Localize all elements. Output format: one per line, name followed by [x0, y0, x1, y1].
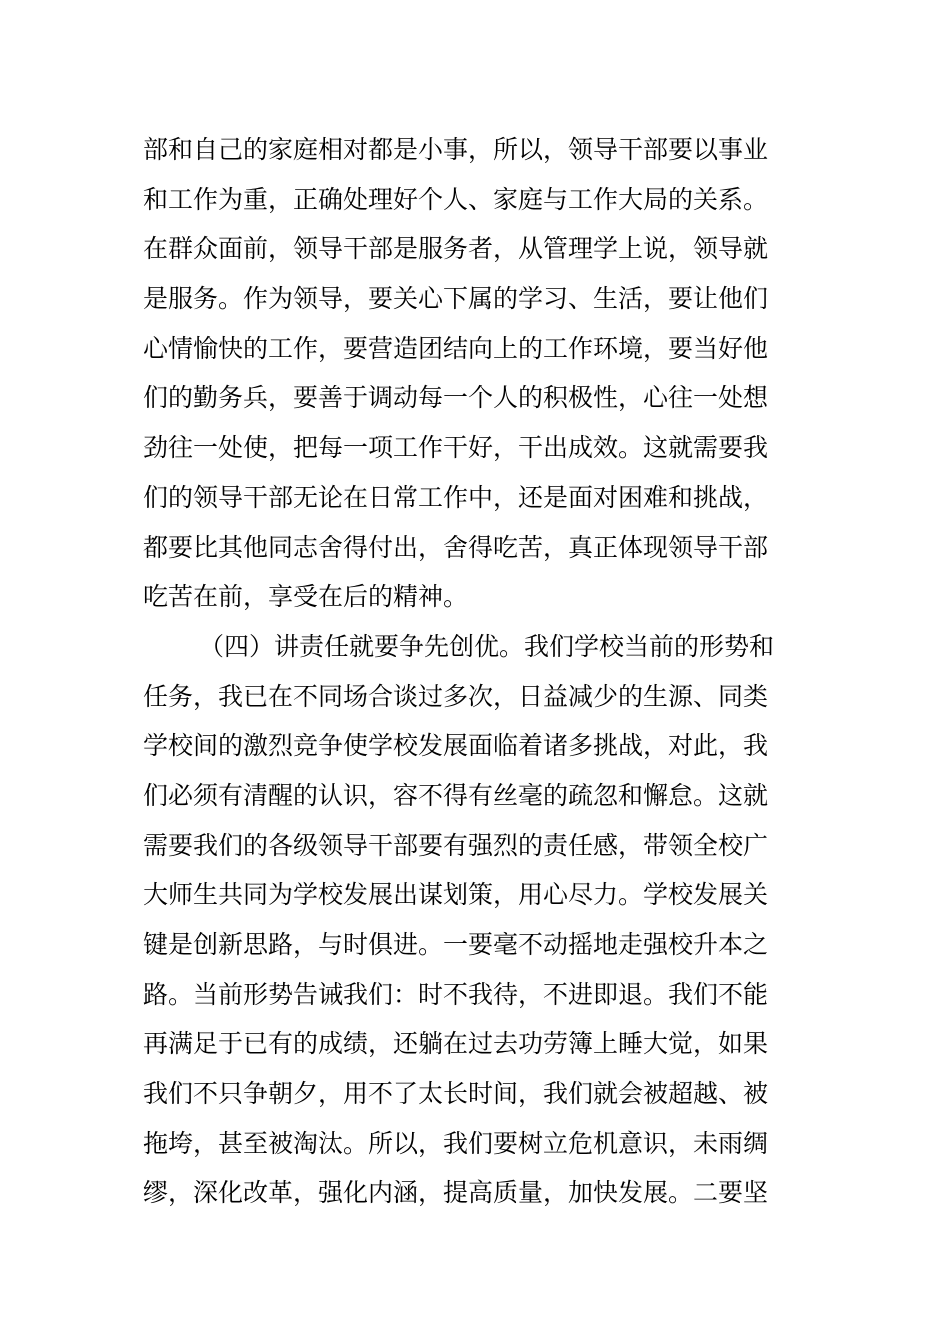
text-line: 吃苦在前，享受在后的精神。 [143, 582, 469, 612]
text-line: 我们不只争朝夕，用不了太长时间，我们就会被超越、被 [143, 1079, 769, 1109]
text-line: 路。当前形势告诫我们：时不我待，不进即退。我们不能 [143, 979, 769, 1009]
text-line: 键是创新思路，与时俱进。一要毫不动摇地走强校升本之 [143, 930, 769, 959]
text-line: 学校间的激烈竞争使学校发展面临着诸多挑战，对此，我 [143, 731, 769, 761]
text-line: 部和自己的家庭相对都是小事，所以，领导干部要以事业 [143, 135, 769, 164]
text-line: 任务，我已在不同场合谈过多次，日益减少的生源、同类 [143, 681, 769, 711]
text-line: 再满足于已有的成绩，还躺在过去功劳簿上睡大觉，如果 [143, 1029, 769, 1059]
text-line: 缪，深化改革，强化内涵，提高质量，加快发展。二要坚 [143, 1178, 769, 1208]
text-line: 在群众面前，领导干部是服务者，从管理学上说，领导就 [143, 234, 769, 264]
text-line: 需要我们的各级领导干部要有强烈的责任感，带领全校广 [143, 830, 769, 860]
text-line: 劲往一处使，把每一项工作干好，干出成效。这就需要我 [143, 433, 769, 463]
text-line: 都要比其他同志舍得付出，舍得吃苦，真正体现领导干部 [143, 532, 769, 562]
text-line: 拖垮，甚至被淘汰。所以，我们要树立危机意识，未雨绸 [143, 1128, 769, 1158]
text-line: 是服务。作为领导，要关心下属的学习、生活，要让他们 [143, 284, 769, 314]
text-line: 大师生共同为学校发展出谋划策，用心尽力。学校发展关 [143, 880, 769, 910]
text-line: 们的领导干部无论在日常工作中，还是面对困难和挑战， [143, 482, 769, 512]
section-heading-line: （四）讲责任就要争先创优。我们学校当前的形势和 [199, 631, 775, 661]
text-line: 和工作为重，正确处理好个人、家庭与工作大局的关系。 [143, 184, 769, 214]
text-line: 心情愉快的工作，要营造团结向上的工作环境，要当好他 [143, 333, 769, 363]
text-line: 们的勤务兵，要善于调动每一个人的积极性，心往一处想 [143, 383, 769, 413]
text-line: 们必须有清醒的认识，容不得有丝毫的疏忽和懈怠。这就 [143, 780, 769, 810]
body-text [143, 125, 808, 1218]
